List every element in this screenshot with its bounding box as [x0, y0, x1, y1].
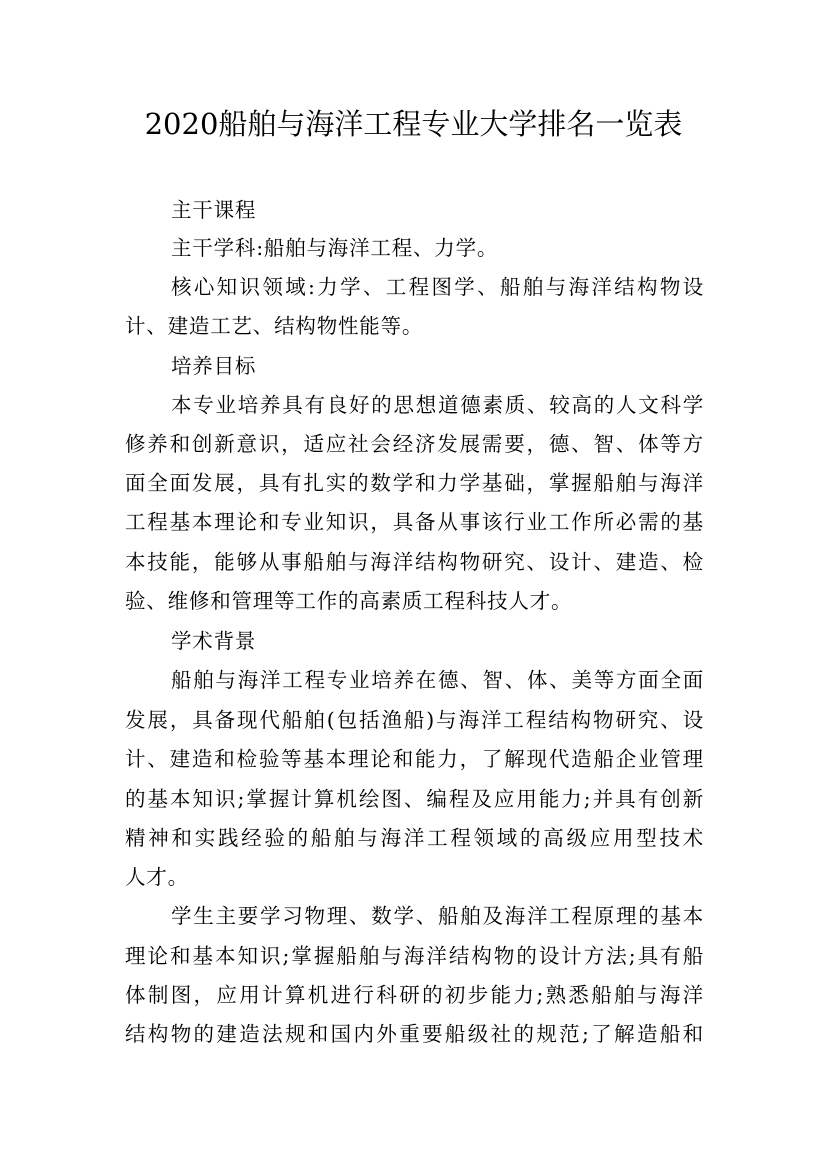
goal-paragraph-line: 本技能，能够从事船舶与海洋结构物研究、设计、建造、检	[125, 550, 704, 574]
main-disciplines-paragraph: 主干学科:船舶与海洋工程、力学。	[171, 236, 499, 260]
study-paragraph-line: 结构物的建造法规和国内外重要船级社的规范;了解造船和	[125, 1022, 704, 1046]
background-paragraph-line: 发展，具备现代船舶(包括渔船)与海洋工程结构物研究、设	[125, 708, 704, 732]
goal-paragraph-line: 修养和创新意识，适应社会经济发展需要，德、智、体等方	[125, 432, 704, 456]
background-paragraph-line: 人才。	[125, 865, 189, 889]
study-paragraph-line: 体制图，应用计算机进行科研的初步能力;熟悉船舶与海洋	[125, 983, 704, 1007]
goal-paragraph-line: 验、维修和管理等工作的高素质工程科技人才。	[125, 589, 573, 613]
study-paragraph-line: 理论和基本知识;掌握船舶与海洋结构物的设计方法;具有船	[125, 944, 704, 968]
goal-paragraph-line: 工程基本理论和专业知识，具备从事该行业工作所必需的基	[125, 510, 704, 534]
document-title: 2020船舶与海洋工程专业大学排名一览表	[144, 107, 683, 141]
study-paragraph-line: 学生主要学习物理、数学、船舶及海洋工程原理的基本	[171, 904, 704, 928]
background-paragraph-line: 精神和实践经验的船舶与海洋工程领域的高级应用型技术	[125, 826, 704, 850]
goal-paragraph-line: 本专业培养具有良好的思想道德素质、较高的人文科学	[171, 393, 704, 417]
core-knowledge-line: 核心知识领域:力学、工程图学、船舶与海洋结构物设	[171, 275, 704, 299]
section-heading-goal: 培养目标	[171, 354, 257, 378]
background-paragraph-line: 计、建造和检验等基本理论和能力，了解现代造船企业管理	[125, 747, 704, 771]
background-paragraph-line: 的基本知识;掌握计算机绘图、编程及应用能力;并具有创新	[125, 787, 704, 811]
section-heading-background: 学术背景	[171, 629, 257, 653]
goal-paragraph-line: 面全面发展，具有扎实的数学和力学基础，掌握船舶与海洋	[125, 471, 704, 495]
core-knowledge-line: 计、建造工艺、结构物性能等。	[125, 314, 424, 338]
background-paragraph-line: 船舶与海洋工程专业培养在德、智、体、美等方面全面	[171, 668, 704, 692]
section-heading-main-courses: 主干课程	[171, 198, 257, 222]
